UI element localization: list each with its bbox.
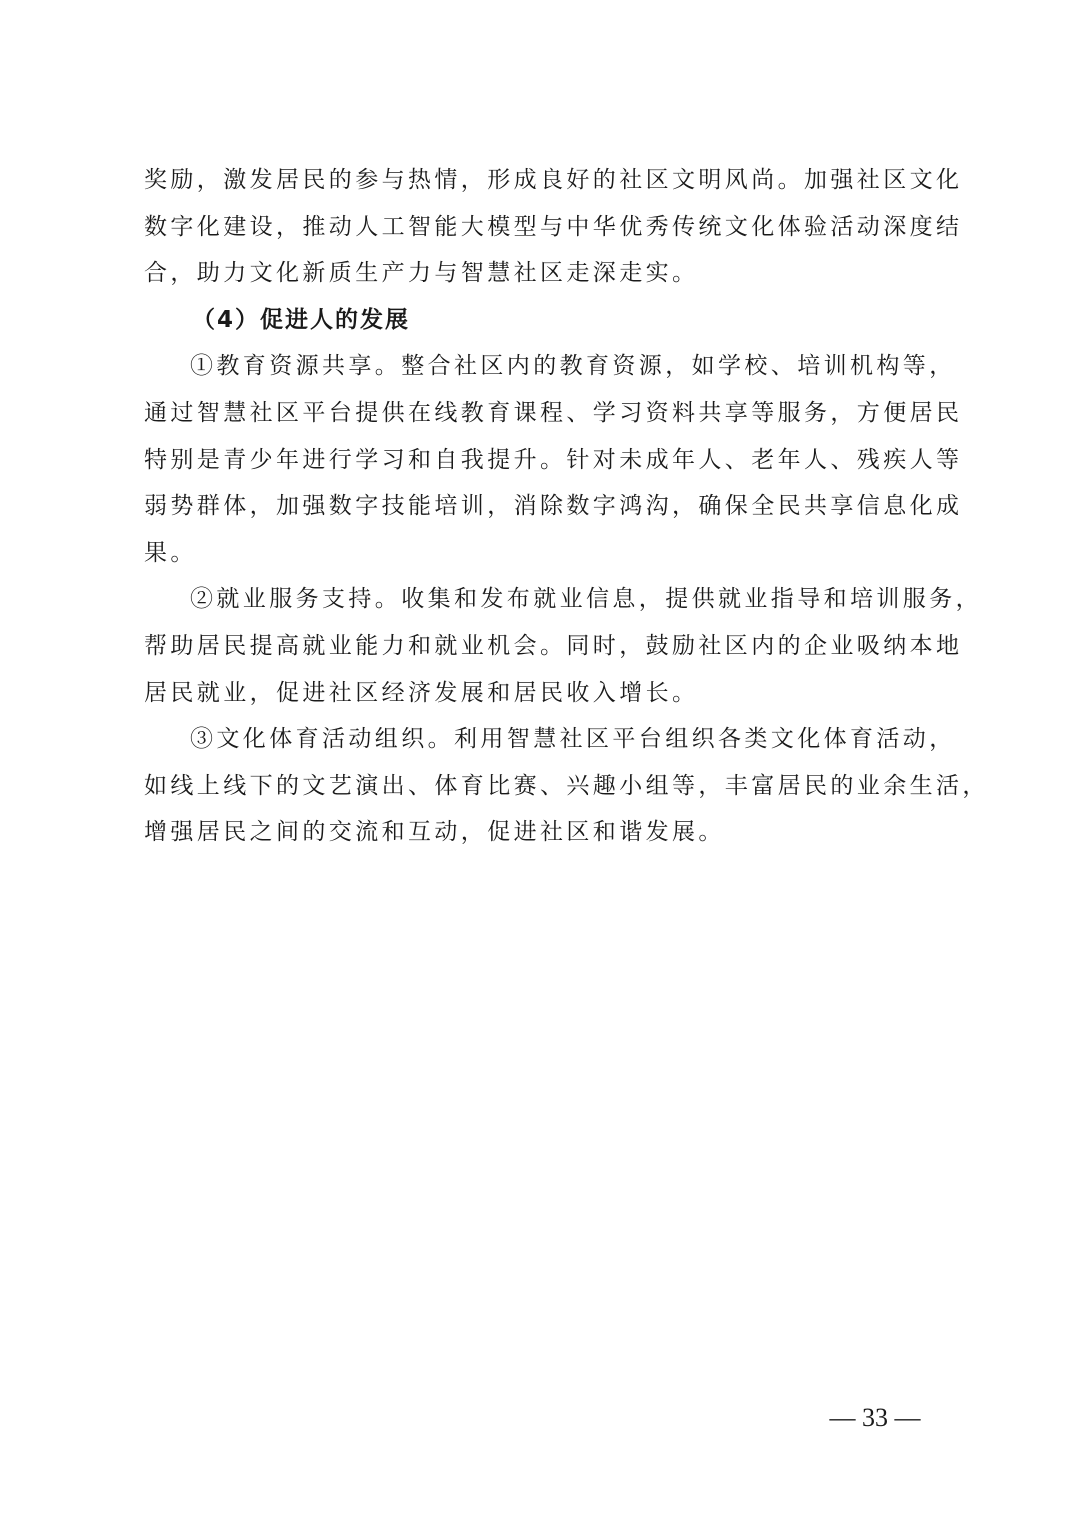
paragraph-1-line: 果。 — [144, 539, 197, 566]
paragraph-2-line: ②就业服务支持。收集和发布就业信息，提供就业指导和培训服务， — [190, 586, 982, 613]
paragraph-3-line: ③文化体育活动组织。利用智慧社区平台组织各类文化体育活动， — [190, 726, 956, 753]
paragraph-2-line: 居民就业，促进社区经济发展和居民收入增长。 — [144, 679, 699, 706]
paragraph-3-line: 增强居民之间的交流和互动，促进社区和谐发展。 — [144, 819, 725, 846]
paragraph-1-line: 通过智慧社区平台提供在线教育课程、学习资料共享等服务，方便居民 — [144, 399, 963, 426]
body-line: 数字化建设，推动人工智能大模型与中华优秀传统文化体验活动深度结 — [144, 213, 963, 240]
paragraph-2-line: 帮助居民提高就业能力和就业机会。同时，鼓励社区内的企业吸纳本地 — [144, 632, 963, 659]
paragraph-1-line: ①教育资源共享。整合社区内的教育资源，如学校、培训机构等， — [190, 353, 956, 380]
section-heading: （4）促进人的发展 — [192, 306, 411, 333]
paragraph-1-line: 特别是青少年进行学习和自我提升。针对未成年人、老年人、残疾人等 — [144, 446, 963, 473]
body-line: 合，助力文化新质生产力与智慧社区走深走实。 — [144, 260, 699, 287]
paragraph-3-line: 如线上线下的文艺演出、体育比赛、兴趣小组等，丰富居民的业余生活， — [144, 772, 989, 799]
body-line: 奖励，激发居民的参与热情，形成良好的社区文明风尚。加强社区文化 — [144, 167, 963, 193]
paragraph-1-line: 弱势群体，加强数字技能培训，消除数字鸿沟，确保全民共享信息化成 — [144, 493, 963, 520]
document-body — [144, 157, 989, 856]
page-number: — 33 — — [829, 1403, 921, 1432]
